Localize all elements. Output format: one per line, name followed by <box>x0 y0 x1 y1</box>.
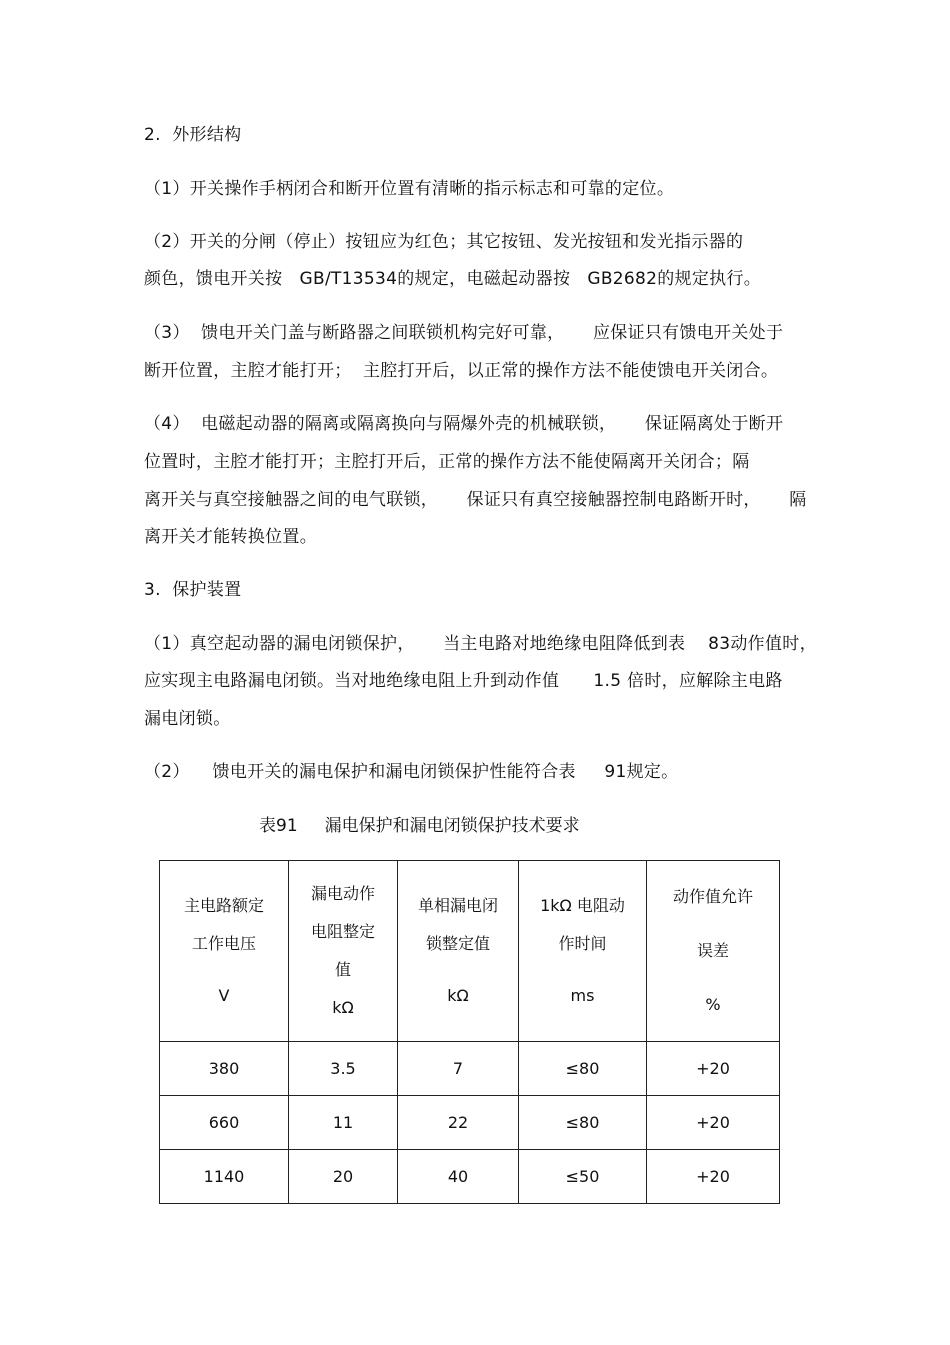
table-cell: ≤80 <box>519 1096 647 1150</box>
table-cell: 20 <box>289 1150 398 1204</box>
table-cell: 660 <box>160 1096 289 1150</box>
table-cell: 7 <box>398 1042 519 1096</box>
table-cell: +20 <box>647 1042 780 1096</box>
table-cell: ≤50 <box>519 1150 647 1204</box>
table-cell: +20 <box>647 1096 780 1150</box>
header-action-time: 1kΩ 电阻动 作时间 ms <box>519 861 647 1042</box>
table-cell: 3.5 <box>289 1042 398 1096</box>
table-cell: 380 <box>160 1042 289 1096</box>
paragraph-line: 漏电闭锁。 <box>144 709 231 729</box>
paragraph-line: （3） 馈电开关门盖与断路器之间联锁机构完好可靠， 应保证只有馈电开关处于 <box>144 323 784 343</box>
paragraph-line: 断开位置，主腔才能打开； 主腔打开后，以正常的操作方法不能使馈电开关闭合。 <box>144 361 779 381</box>
leakage-protection-table <box>159 860 780 1204</box>
paragraph-line: 离开关与真空接触器之间的电气联锁， 保证只有真空接触器控制电路断开时， 隔 <box>144 490 807 510</box>
section-heading: 3. 保护装置 <box>144 580 242 600</box>
table-cell: 11 <box>289 1096 398 1150</box>
table-cell: +20 <box>647 1150 780 1204</box>
paragraph-line: 位置时，主腔才能打开；主腔打开后，正常的操作方法不能使隔离开关闭合；隔 <box>144 452 750 472</box>
table-cell: 22 <box>398 1096 519 1150</box>
header-leakage-resistance: 漏电动作 电阻整定 值 kΩ <box>289 861 398 1042</box>
paragraph-line: 颜色，馈电开关按 GB/T13534的规定，电磁起动器按 GB2682的规定执行。 <box>144 269 762 289</box>
header-rated-voltage: 主电路额定 工作电压 V <box>160 861 289 1042</box>
paragraph-line: 离开关才能转换位置。 <box>144 527 317 547</box>
paragraph-line: （1）开关操作手柄闭合和断开位置有清晰的指示标志和可靠的定位。 <box>144 179 675 199</box>
table-cell: ≤80 <box>519 1042 647 1096</box>
header-tolerance: 动作值允许 误差 % <box>647 861 780 1042</box>
table-row <box>160 1150 780 1204</box>
paragraph-line: （2） 馈电开关的漏电保护和漏电闭锁保护性能符合表 91规定。 <box>144 762 679 782</box>
table-cell: 1140 <box>160 1150 289 1204</box>
paragraph-line: 应实现主电路漏电闭锁。当对地绝缘电阻上升到动作值 1.5 倍时，应解除主电路 <box>144 671 783 691</box>
paragraph-line: （1）真空起动器的漏电闭锁保护， 当主电路对地绝缘电阻降低到表 83动作值时， <box>144 634 817 654</box>
header-lockout-setting: 单相漏电闭 锁整定值 kΩ <box>398 861 519 1042</box>
table-row <box>160 1042 780 1096</box>
table-row <box>160 1096 780 1150</box>
table-cell: 40 <box>398 1150 519 1204</box>
paragraph-line: （2）开关的分闸（停止）按钮应为红色；其它按钮、发光按钮和发光指示器的 <box>144 232 744 252</box>
table-caption: 表91 漏电保护和漏电闭锁保护技术要求 <box>259 816 580 836</box>
section-heading: 2. 外形结构 <box>144 125 242 145</box>
table-header-row <box>160 861 780 1042</box>
paragraph-line: （4） 电磁起动器的隔离或隔离换向与隔爆外壳的机械联锁， 保证隔离处于断开 <box>144 414 784 434</box>
